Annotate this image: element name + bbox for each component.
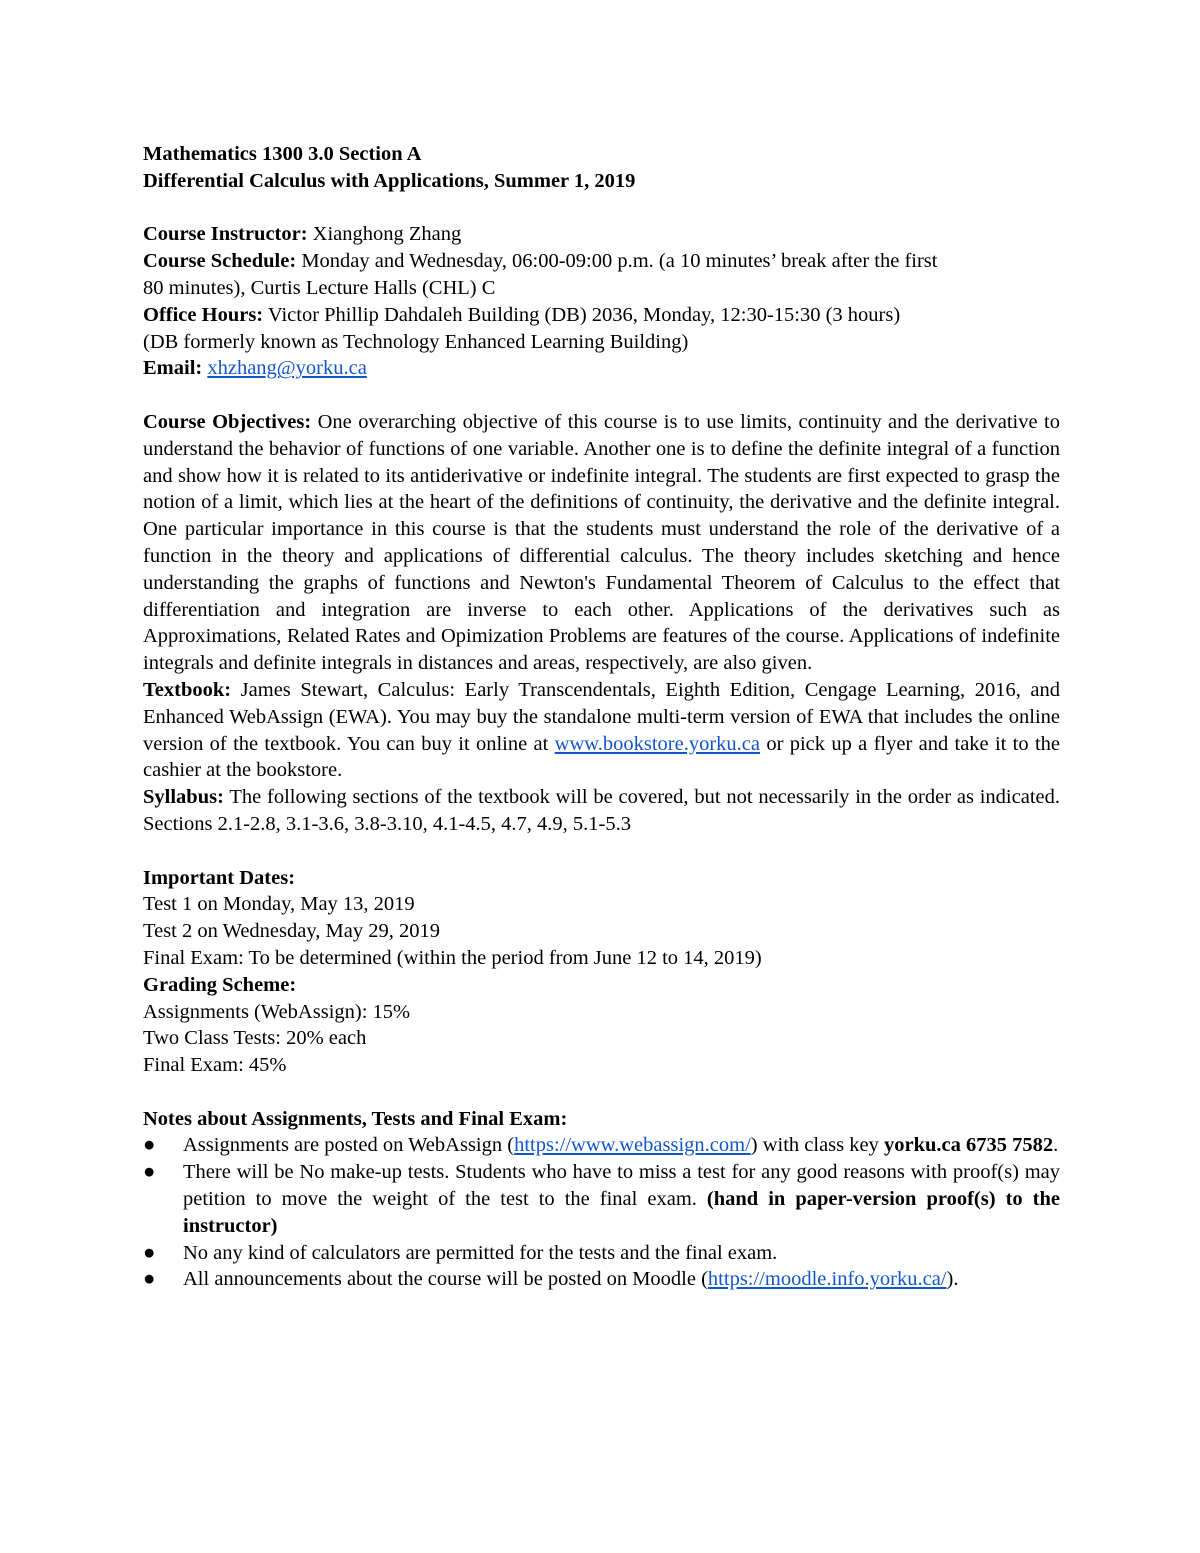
webassign-link[interactable]: https://www.webassign.com/ (514, 1134, 751, 1157)
final-exam-date: Final Exam: To be determined (within the period from June 12 to 14, 2019) (143, 946, 762, 969)
syllabus-text: The following sections of the textbook will be covered, but not necessarily in the order as indicated. Sections 2.1-2.8, 3.1-3.6, 3.8-3.10, 4.1-4.5, 4.7, 4.9, 5.1-5.3 (143, 786, 1060, 835)
schedule-label: Course Schedule: (143, 250, 297, 273)
syllabus-label: Syllabus: (143, 786, 224, 809)
test-1-date: Test 1 on Monday, May 13, 2019 (143, 893, 415, 916)
office-hours-line-2: (DB formerly known as Technology Enhanced Learning Building) (143, 330, 689, 353)
important-dates-heading: Important Dates: (143, 866, 296, 889)
list-item: ● All announcements about the course will be posted on Moodle (https://moodle.info.yorku.ca/). (143, 1266, 1060, 1293)
bullet-icon: ● (143, 1268, 156, 1291)
class-key: yorku.ca 6735 7582 (884, 1134, 1054, 1157)
list-item: ● There will be No make-up tests. Students who have to miss a test for any good reasons with proof(s) may petition to move the weight of the test to the final exam. (hand in paper-version proof(s) to the instructor) (143, 1161, 1060, 1237)
bookstore-link[interactable]: www.bookstore.yorku.ca (554, 732, 760, 755)
email-line (143, 355, 1060, 382)
office-hours-line (143, 302, 1060, 329)
schedule-line-2: 80 minutes), Curtis Lecture Halls (CHL) C (143, 276, 496, 299)
objectives-label: Course Objectives: (143, 410, 312, 433)
instructor-label: Course Instructor: (143, 223, 308, 246)
bullet-icon: ● (143, 1241, 156, 1264)
grading-tests: Two Class Tests: 20% each (143, 1027, 367, 1050)
moodle-link[interactable]: https://moodle.info.yorku.ca/ (707, 1268, 947, 1291)
textbook-text-after: or pick up a flyer and take it to the cashier at the bookstore. (143, 732, 1060, 782)
textbook-label: Textbook: (143, 678, 232, 701)
bullet-icon: ● (143, 1161, 156, 1184)
course-title-heading: Differential Calculus with Applications, Summer 1, 2019 (143, 169, 636, 192)
textbook-paragraph (143, 677, 1060, 784)
notes-heading: Notes about Assignments, Tests and Final Exam: (143, 1107, 568, 1130)
grading-assignments: Assignments (WebAssign): 15% (143, 1000, 411, 1023)
email-link[interactable]: xhzhang@yorku.ca (207, 357, 367, 380)
syllabus-document (143, 141, 1060, 1293)
test-2-date: Test 2 on Wednesday, May 29, 2019 (143, 920, 440, 943)
textbook-text: James Stewart, Calculus: Early Transcendentals, Eighth Edition, Cengage Learning, 2016, and Enhanced WebAssign (EWA). You may buy the standalone multi-term version of EWA that includes the online version of the textbook. You can buy it online at (143, 678, 1060, 755)
email-label: Email: (143, 357, 203, 380)
schedule-value: Monday and Wednesday, 06:00-09:00 p.m. (a 10 minutes’ break after the first (296, 250, 938, 273)
syllabus-paragraph (143, 784, 1060, 838)
office-hours-value: Victor Phillip Dahdaleh Building (DB) 2036, Monday, 12:30-15:30 (3 hours) (263, 303, 901, 326)
instructor-line (143, 221, 1060, 248)
grading-scheme-heading: Grading Scheme: (143, 973, 297, 996)
notes-list (143, 1132, 1060, 1293)
bullet-icon: ● (143, 1134, 156, 1157)
course-objectives-paragraph (143, 409, 1060, 677)
grading-final: Final Exam: 45% (143, 1054, 287, 1077)
instructor-value: Xianghong Zhang (307, 223, 462, 246)
course-code-heading: Mathematics 1300 3.0 Section A (143, 143, 422, 165)
office-hours-label: Office Hours: (143, 303, 264, 326)
objectives-text: One overarching objective of this course is to use limits, continuity and the derivative to understand the behavior of functions of one variable. Another one is to define the definite integral of a function and show how it is related to its antiderivative or indefinite integral. The students are first expected to grasp the notion of a limit, which lies at the heart of the definitions of continuity, the derivative and the definite integral. One particular importance in this course is that the students must understand the role of the derivative of a function in the theory and applications of differential calculus. The theory includes sketching and hence understanding the graphs of functions and Newton's Fundamental Theorem of Calculus to the effect that differentiation and integration are inverse to each other. Applications of the derivatives such as Approximations, Related Rates and Opimization Problems are features of the course. Applications of indefinite integrals and definite integrals in distances and areas, respectively, are also given. (143, 410, 1060, 675)
list-item: ● No any kind of calculators are permitted for the tests and the final exam. (143, 1240, 1060, 1267)
schedule-line (143, 248, 1060, 275)
list-item: ● Assignments are posted on WebAssign (https://www.webassign.com/) with class key yorku.ca 6735 7582. (143, 1132, 1060, 1159)
